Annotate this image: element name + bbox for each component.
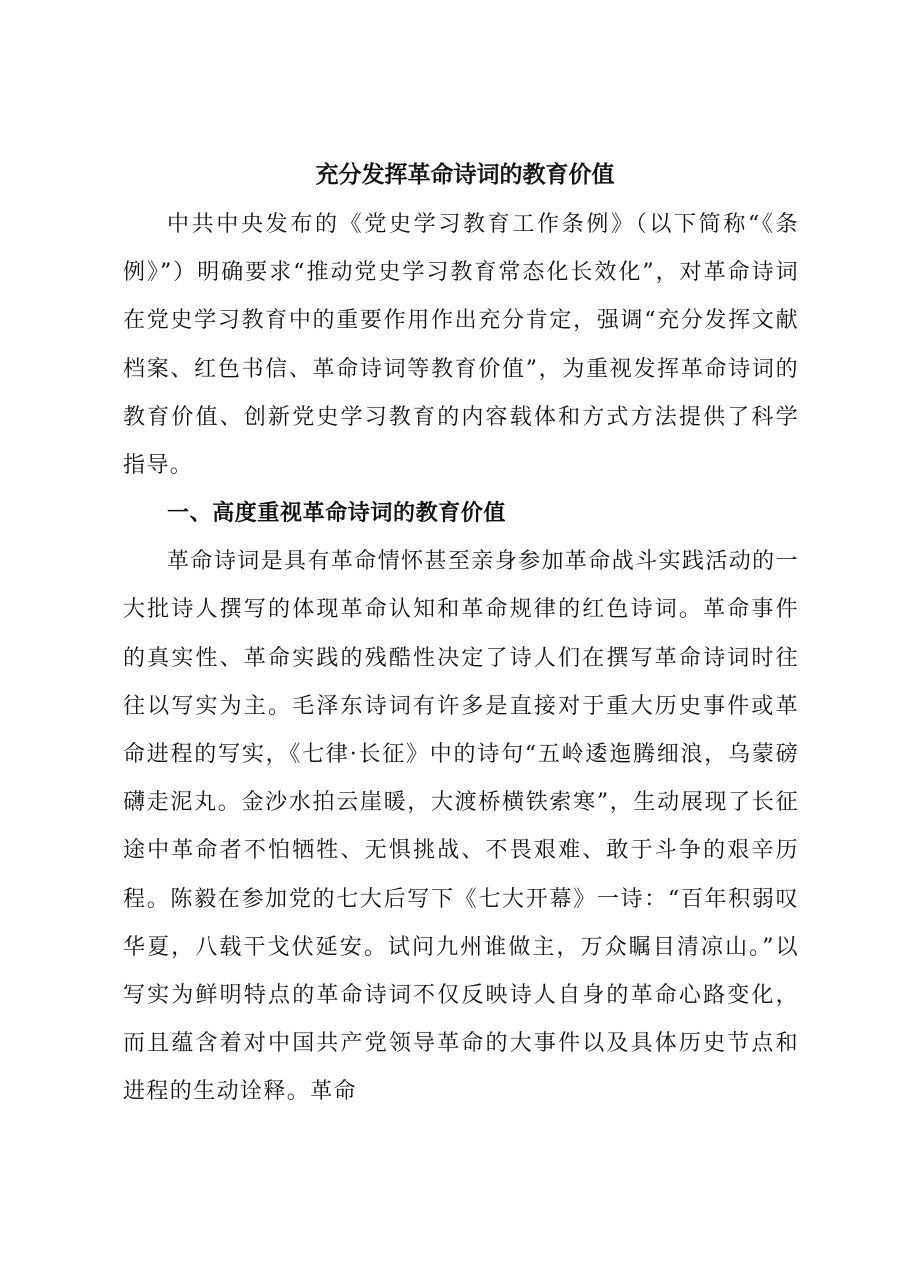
section-paragraph: 革命诗词是具有革命情怀甚至亲身参加革命战斗实践活动的一大批诗人撰写的体现革命认知和革命规律的红色诗词。革命事件的真实性、革命实践的残酷性决定了诗人们在撰写革命诗词时往往以写实为主。毛泽东诗词有许多是直接对于重大历史事件或革命进程的写实，《七律·长征》中的诗句“五岭逶迤腾细浪，乌蒙磅礴走泥丸。金沙水拍云崖暖，大渡桥横铁索寒”，生动展现了长征途中革命者不怕牺牲、无惧挑战、不畏艰难、敢于斗争的艰辛历程。陈毅在参加党的七大后写下《七大开幕》一诗：“百年积弱叹华夏，八载干戈伏延安。试问九州谁做主，万众瞩目清凉山。”以写实为鲜明特点的革命诗词不仅反映诗人自身的革命心路变化，而且蕴含着对中国共产党领导革命的大事件以及具体历史节点和进程的生动诠释。革命 <box>123 549 799 1105</box>
document-title: 充分发挥革命诗词的教育价值 <box>315 161 615 188</box>
section-heading: 一、高度重视革命诗词的教育价值 <box>167 501 507 527</box>
intro-paragraph: 中共中央发布的《党史学习教育工作条例》（以下简称“《条例》”）明确要求“推动党史学习教育常态化长效化”，对革命诗词在党史学习教育中的重要作用作出充分肯定，强调“充分发挥文献档案、红色书信、革命诗词等教育价值”，为重视发挥革命诗词的教育价值、创新党史学习教育的内容载体和方式方法提供了科学指导。 <box>123 212 799 479</box>
